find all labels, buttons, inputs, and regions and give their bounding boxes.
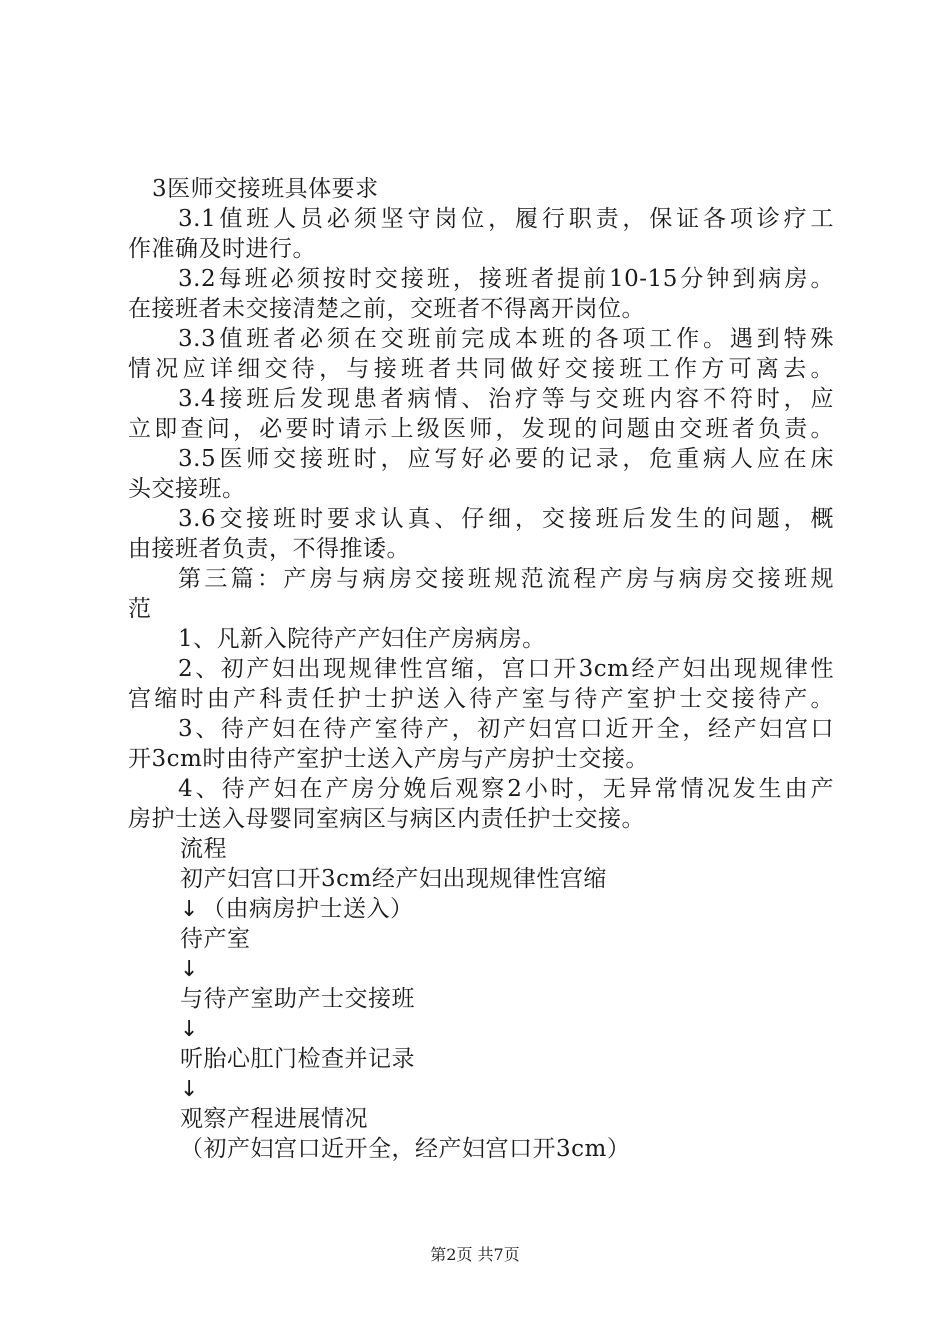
document-body [128, 174, 834, 1164]
paragraph-line: 3.6交接班时要求认真、仔细，交接班后发生的问题，概 [178, 506, 834, 532]
flow-step: 待产室 [180, 926, 251, 952]
list-item: 4、待产妇在产房分娩后观察2小时，无异常情况发生由产 [178, 776, 834, 802]
paragraph-line: 头交接班。 [128, 476, 246, 502]
paragraph-line: 情况应详细交待，与接班者共同做好交接班工作方可离去。 [128, 356, 834, 382]
flow-step: 观察产程进展情况 [180, 1106, 368, 1132]
list-item: 1、凡新入院待产产妇住产房病房。 [178, 626, 546, 652]
flow-step: 听胎心肛门检查并记录 [180, 1046, 415, 1072]
section-heading: 3医师交接班具体要求 [152, 176, 379, 202]
paragraph-line: 3.4接班后发现患者病情、治疗等与交班内容不符时，应 [178, 386, 834, 412]
arrow-down-icon: ↓ [180, 1017, 199, 1042]
flow-arrow-note: （由病房护士送入） [202, 896, 414, 922]
paragraph-line: 由接班者负责，不得推诿。 [128, 536, 410, 562]
paragraph-line: 3.5医师交接班时，应写好必要的记录，危重病人应在床 [178, 446, 834, 472]
flow-title: 流程 [180, 836, 227, 862]
flow-step: 初产妇宫口开3cm经产妇出现规律性宫缩 [180, 866, 607, 892]
paragraph-line: 在接班者未交接清楚之前，交班者不得离开岗位。 [128, 296, 645, 322]
paragraph-line: 立即查问，必要时请示上级医师，发现的问题由交班者负责。 [128, 416, 834, 442]
flow-arrow [128, 954, 834, 984]
page-footer: 第2页 共7页 [430, 1245, 520, 1264]
flow-arrow [128, 1014, 834, 1044]
flow-arrow [128, 1074, 834, 1104]
paragraph-line: 3.2每班必须按时交接班，接班者提前10-15分钟到病房。 [178, 266, 834, 292]
flow-step-note: （初产妇宫口近开全，经产妇宫口开3cm） [180, 1136, 631, 1162]
list-item: 2、初产妇出现规律性宫缩，宫口开3cm经产妇出现规律性 [178, 656, 834, 682]
paragraph-line: 3.1值班人员必须坚守岗位，履行职责，保证各项诊疗工 [178, 206, 834, 232]
list-item: 宫缩时由产科责任护士护送入待产室与待产室护士交接待产。 [128, 686, 834, 712]
part-heading: 范 [128, 596, 152, 622]
paragraph-line: 3.3值班者必须在交班前完成本班的各项工作。遇到特殊 [178, 326, 834, 352]
list-item: 房护士送入母婴同室病区与病区内责任护士交接。 [128, 806, 645, 832]
arrow-down-icon: ↓ [180, 897, 199, 922]
arrow-down-icon: ↓ [180, 957, 199, 982]
list-item: 3、待产妇在待产室待产，初产妇宫口近开全，经产妇宫口 [178, 716, 834, 742]
arrow-down-icon: ↓ [180, 1077, 199, 1102]
list-item: 开3cm时由待产室护士送入产房与产房护士交接。 [128, 746, 649, 772]
flow-arrow [128, 894, 834, 924]
paragraph-line: 作准确及时进行。 [128, 236, 316, 262]
flow-step: 与待产室助产士交接班 [180, 986, 415, 1012]
part-heading: 第三篇：产房与病房交接班规范流程产房与病房交接班规 [178, 566, 834, 592]
